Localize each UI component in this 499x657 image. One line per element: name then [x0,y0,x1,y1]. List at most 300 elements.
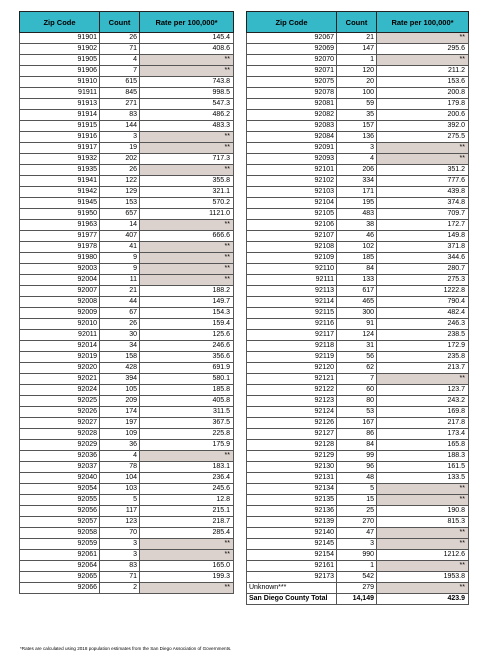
zip-code-cell: 92040 [20,473,100,484]
zip-code-cell: 92075 [247,77,337,88]
zip-code-cell: 91915 [20,121,100,132]
count-cell: 465 [337,297,377,308]
count-cell: 19 [100,143,140,154]
zip-code-cell: 92117 [247,330,337,341]
rate-cell: ** [140,539,234,550]
rate-cell: 743.8 [140,77,234,88]
table-row [20,341,234,352]
rate-cell: 998.5 [140,88,234,99]
count-cell: 70 [100,528,140,539]
right-table-body [247,33,469,583]
count-cell: 84 [337,440,377,451]
zip-code-cell: 92019 [20,352,100,363]
table-row [20,165,234,176]
table-row [247,308,469,319]
zip-code-cell: 92106 [247,220,337,231]
zip-code-cell: 92105 [247,209,337,220]
rate-cell: ** [377,561,469,572]
zip-code-cell: 92020 [20,363,100,374]
rate-cell: 12.8 [140,495,234,506]
count-cell: 26 [100,33,140,44]
rate-cell: 351.2 [377,165,469,176]
zip-code-cell: 92029 [20,440,100,451]
table-row [20,264,234,275]
header-row [20,12,234,33]
count-cell: 206 [337,165,377,176]
count-cell: 334 [337,176,377,187]
zip-code-cell: 92134 [247,484,337,495]
count-cell: 60 [337,385,377,396]
count-cell: 3 [337,539,377,550]
rate-cell: ** [140,451,234,462]
table-row [247,539,469,550]
rate-cell: ** [377,55,469,66]
rate-cell: 133.5 [377,473,469,484]
zip-code-cell: 92124 [247,407,337,418]
table-row [20,308,234,319]
table-row [247,440,469,451]
table-row [247,550,469,561]
rate-cell: 190.8 [377,506,469,517]
table-row [247,55,469,66]
rate-cell: ** [140,143,234,154]
zip-code-cell: 92091 [247,143,337,154]
table-row [20,154,234,165]
rate-cell: ** [377,495,469,506]
zip-code-cell: 92113 [247,286,337,297]
zip-code-cell: 92054 [20,484,100,495]
count-cell: 104 [100,473,140,484]
table-row [247,187,469,198]
table-row [247,407,469,418]
rate-cell: 215.1 [140,506,234,517]
county-total-label: San Diego County Total [247,594,337,605]
count-cell: 78 [100,462,140,473]
count-cell: 80 [337,396,377,407]
zip-code-cell: 92103 [247,187,337,198]
table-row [247,297,469,308]
count-cell: 7 [100,66,140,77]
rate-cell: 225.8 [140,429,234,440]
rate-cell: 275.3 [377,275,469,286]
count-cell: 428 [100,363,140,374]
rate-cell: 371.8 [377,242,469,253]
table-row [20,231,234,242]
table-row [247,264,469,275]
count-cell: 2 [100,583,140,594]
count-cell: 86 [337,429,377,440]
count-cell: 7 [337,374,377,385]
table-row [20,506,234,517]
zip-code-cell: 92129 [247,451,337,462]
rate-cell: 188.3 [377,451,469,462]
table-row [247,209,469,220]
zip-code-cell: 92024 [20,385,100,396]
count-cell: 657 [100,209,140,220]
count-cell: 9 [100,253,140,264]
count-cell: 44 [100,297,140,308]
count-cell: 20 [337,77,377,88]
zip-code-cell: 91913 [20,99,100,110]
count-cell: 185 [337,253,377,264]
zip-code-cell: 92084 [247,132,337,143]
zip-code-cell: 91906 [20,66,100,77]
table-row [20,253,234,264]
rate-cell: 153.6 [377,77,469,88]
count-cell: 56 [337,352,377,363]
table-row [247,418,469,429]
table-row [20,176,234,187]
table-row [20,583,234,594]
rate-cell: 159.4 [140,319,234,330]
table-row [20,462,234,473]
table-row [20,55,234,66]
table-row [247,66,469,77]
rate-cell: 217.8 [377,418,469,429]
table-row [20,33,234,44]
zip-code-cell: 91963 [20,220,100,231]
table-row [20,44,234,55]
zip-code-cell: 91980 [20,253,100,264]
rate-cell: 405.8 [140,396,234,407]
zip-code-cell: 92003 [20,264,100,275]
count-cell: 209 [100,396,140,407]
rate-cell: 149.8 [377,231,469,242]
zip-code-cell: 92123 [247,396,337,407]
rate-cell: 125.6 [140,330,234,341]
zip-code-cell: 92065 [20,572,100,583]
zip-code-cell: 92139 [247,517,337,528]
table-row [247,528,469,539]
count-cell: 31 [337,341,377,352]
zip-code-header: Zip Code [20,12,100,33]
table-row [247,220,469,231]
table-row [20,550,234,561]
header-row [247,12,469,33]
table-row [247,275,469,286]
count-cell: 300 [337,308,377,319]
count-cell: 133 [337,275,377,286]
rate-cell: 356.6 [140,352,234,363]
count-cell: 195 [337,198,377,209]
rate-cell: 175.9 [140,440,234,451]
rate-cell: ** [140,242,234,253]
rate-cell: ** [377,528,469,539]
count-cell: 542 [337,572,377,583]
count-cell: 46 [337,231,377,242]
zip-code-cell: 92064 [20,561,100,572]
table-row [247,231,469,242]
zip-code-cell: 92070 [247,55,337,66]
count-cell: 407 [100,231,140,242]
rate-cell: 580.1 [140,374,234,385]
table-row [247,385,469,396]
count-cell: 67 [100,308,140,319]
count-cell: 3 [337,143,377,154]
rate-cell: 246.3 [377,319,469,330]
table-row [247,33,469,44]
zip-code-cell: 92011 [20,330,100,341]
zip-code-cell: 91916 [20,132,100,143]
zip-code-cell: 91945 [20,198,100,209]
zip-code-cell: 92109 [247,253,337,264]
unknown-rate: ** [377,583,469,594]
count-cell: 5 [337,484,377,495]
count-cell: 136 [337,132,377,143]
rate-cell: 408.6 [140,44,234,55]
table-row [20,374,234,385]
table-row [247,77,469,88]
rate-cell: 218.7 [140,517,234,528]
zip-code-cell: 92026 [20,407,100,418]
table-row [247,495,469,506]
right-zip-table [246,11,469,605]
count-cell: 117 [100,506,140,517]
rate-cell: ** [140,264,234,275]
count-cell: 197 [100,418,140,429]
table-row [247,363,469,374]
zip-code-cell: 92007 [20,286,100,297]
zip-code-cell: 92154 [247,550,337,561]
zip-code-cell: 91901 [20,33,100,44]
zip-code-cell: 92122 [247,385,337,396]
rate-cell: 1953.8 [377,572,469,583]
rate-cell: ** [377,374,469,385]
count-cell: 11 [100,275,140,286]
rate-cell: ** [377,154,469,165]
zip-code-cell: 91935 [20,165,100,176]
zip-code-header: Zip Code [247,12,337,33]
left-zip-table [19,11,234,594]
table-row [247,572,469,583]
zip-code-cell: 92104 [247,198,337,209]
count-cell: 30 [100,330,140,341]
zip-code-cell: 92110 [247,264,337,275]
count-cell: 123 [100,517,140,528]
count-cell: 38 [337,220,377,231]
count-cell: 1 [337,561,377,572]
count-cell: 483 [337,209,377,220]
zip-code-cell: 91911 [20,88,100,99]
zip-code-cell: 92021 [20,374,100,385]
county-total-rate: 423.9 [377,594,469,605]
table-row [20,319,234,330]
rate-cell: 482.4 [377,308,469,319]
zip-code-cell: 92140 [247,528,337,539]
rate-cell: 280.7 [377,264,469,275]
rate-cell: 183.1 [140,462,234,473]
table-row [247,341,469,352]
table-row [247,99,469,110]
table-row [20,572,234,583]
count-cell: 167 [337,418,377,429]
rate-cell: ** [377,484,469,495]
rate-cell: 275.5 [377,132,469,143]
rate-cell: 246.6 [140,341,234,352]
rate-cell: ** [377,33,469,44]
rate-cell: ** [377,143,469,154]
rate-cell: 709.7 [377,209,469,220]
table-row [247,396,469,407]
table-row [247,451,469,462]
count-header: Count [337,12,377,33]
table-row [20,121,234,132]
table-row [20,88,234,99]
zip-code-cell: 92059 [20,539,100,550]
rate-cell: ** [140,66,234,77]
zip-code-cell: 92078 [247,88,337,99]
count-header: Count [100,12,140,33]
zip-code-cell: 92028 [20,429,100,440]
table-row [247,253,469,264]
table-row [20,330,234,341]
table-row [20,484,234,495]
count-cell: 41 [100,242,140,253]
rate-cell: 165.0 [140,561,234,572]
rate-cell: 169.8 [377,407,469,418]
rate-cell: 213.7 [377,363,469,374]
zip-code-cell: 91905 [20,55,100,66]
zip-code-cell: 91914 [20,110,100,121]
count-cell: 99 [337,451,377,462]
zip-code-cell: 92102 [247,176,337,187]
rate-cell: 245.6 [140,484,234,495]
rate-cell: ** [140,55,234,66]
rate-cell: 483.3 [140,121,234,132]
zip-code-cell: 92010 [20,319,100,330]
count-cell: 48 [337,473,377,484]
table-row [20,143,234,154]
table-row [20,77,234,88]
table-row [20,528,234,539]
rate-cell: 295.6 [377,44,469,55]
rate-cell: 1222.8 [377,286,469,297]
zip-code-cell: 92071 [247,66,337,77]
zip-code-cell: 92161 [247,561,337,572]
zip-code-cell: 92128 [247,440,337,451]
rate-cell: 815.3 [377,517,469,528]
zip-code-cell: 92009 [20,308,100,319]
count-cell: 53 [337,407,377,418]
rate-cell: 165.8 [377,440,469,451]
zip-code-cell: 92067 [247,33,337,44]
table-row [20,297,234,308]
table-row [247,165,469,176]
count-cell: 4 [337,154,377,165]
rate-cell: 285.4 [140,528,234,539]
count-cell: 3 [100,550,140,561]
rate-cell: 666.6 [140,231,234,242]
table-row [247,121,469,132]
table-row [247,352,469,363]
count-cell: 4 [100,451,140,462]
zip-code-cell: 91978 [20,242,100,253]
zip-code-cell: 92055 [20,495,100,506]
count-cell: 21 [100,286,140,297]
zip-code-cell: 91932 [20,154,100,165]
rate-cell: 188.2 [140,286,234,297]
table-row [20,187,234,198]
zip-code-cell: 92135 [247,495,337,506]
table-row [247,286,469,297]
count-cell: 120 [337,66,377,77]
zip-code-cell: 92037 [20,462,100,473]
table-row [20,286,234,297]
rate-cell: 311.5 [140,407,234,418]
count-cell: 124 [337,330,377,341]
unknown-count: 279 [337,583,377,594]
zip-code-cell: 91917 [20,143,100,154]
table-row [20,66,234,77]
zip-code-cell: 92126 [247,418,337,429]
count-cell: 157 [337,121,377,132]
count-cell: 270 [337,517,377,528]
zip-code-cell: 92115 [247,308,337,319]
rate-cell: 355.8 [140,176,234,187]
count-cell: 171 [337,187,377,198]
zip-code-cell: 92081 [247,99,337,110]
table-row [247,374,469,385]
zip-code-cell: 92121 [247,374,337,385]
county-total-count: 14,149 [337,594,377,605]
count-cell: 3 [100,132,140,143]
count-cell: 71 [100,572,140,583]
rate-cell: 172.7 [377,220,469,231]
count-cell: 5 [100,495,140,506]
table-row [247,484,469,495]
count-cell: 96 [337,462,377,473]
zip-code-cell: 92082 [247,110,337,121]
rate-cell: 235.8 [377,352,469,363]
table-row [247,132,469,143]
table-row [20,451,234,462]
count-cell: 3 [100,539,140,550]
left-table-body [20,33,234,594]
zip-code-cell: 92014 [20,341,100,352]
table-row [247,429,469,440]
zip-code-cell: 91977 [20,231,100,242]
count-cell: 26 [100,319,140,330]
count-cell: 83 [100,561,140,572]
rate-cell: 200.8 [377,88,469,99]
rate-cell: ** [140,165,234,176]
rate-cell: 185.8 [140,385,234,396]
count-cell: 36 [100,440,140,451]
zip-code-cell: 92025 [20,396,100,407]
table-row [247,88,469,99]
zip-code-cell: 92145 [247,539,337,550]
table-row [247,506,469,517]
count-cell: 845 [100,88,140,99]
zip-code-cell: 92173 [247,572,337,583]
zip-code-cell: 92116 [247,319,337,330]
zip-code-cell: 92127 [247,429,337,440]
table-row [20,110,234,121]
zip-code-cell: 92119 [247,352,337,363]
zip-code-cell: 92114 [247,297,337,308]
rate-cell: 717.3 [140,154,234,165]
count-cell: 84 [337,264,377,275]
rate-cell: 211.2 [377,66,469,77]
count-cell: 15 [337,495,377,506]
count-cell: 9 [100,264,140,275]
zip-code-cell: 92004 [20,275,100,286]
rate-cell: 367.5 [140,418,234,429]
count-cell: 62 [337,363,377,374]
table-row [247,462,469,473]
zip-code-cell: 92093 [247,154,337,165]
zip-code-cell: 91902 [20,44,100,55]
